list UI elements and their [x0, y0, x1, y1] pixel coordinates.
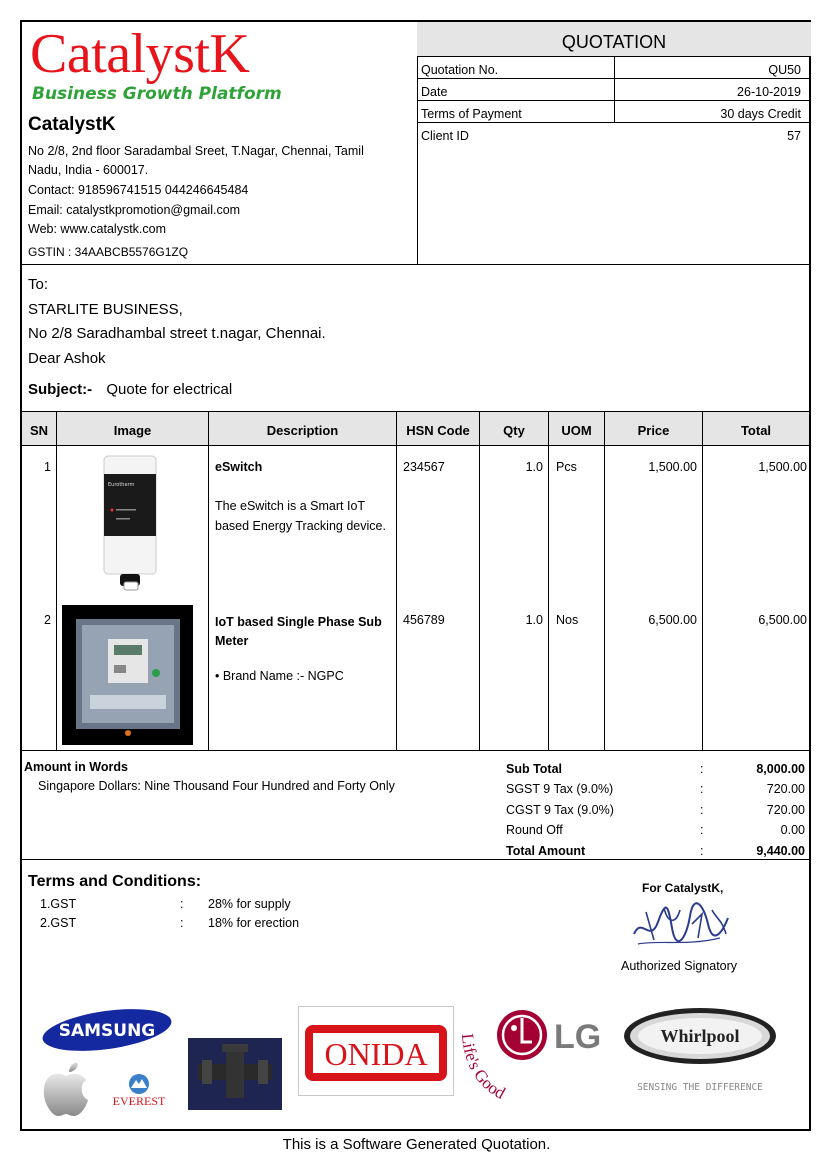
row1-title: eSwitch: [215, 460, 263, 474]
to-label: To:: [28, 276, 49, 293]
colon: :: [700, 823, 704, 837]
svg-text:Life's Good: Life's Good: [457, 1032, 509, 1103]
terms-title: Terms and Conditions:: [28, 873, 202, 890]
colon: :: [700, 803, 704, 817]
everest-logo: [106, 1072, 172, 1108]
colon: :: [180, 916, 184, 930]
sgst-value: 720.00: [766, 782, 805, 796]
quotation-no-value: QU50: [768, 63, 801, 77]
term2-value: 18% for erection: [208, 916, 300, 930]
colon: :: [700, 844, 704, 858]
row2-sn: 2: [44, 613, 51, 627]
company-email: Email: catalystkpromotion@gmail.com: [28, 203, 241, 217]
quotation-no-label: Quotation No.: [421, 63, 499, 77]
footer-note: This is a Software Generated Quotation.: [282, 1136, 551, 1153]
divider: [22, 264, 809, 265]
svg-text:SENSING THE DIFFERENCE: SENSING THE DIFFERENCE: [637, 1082, 763, 1093]
authorized-signatory: Authorized Signatory: [621, 959, 738, 973]
cgst-label: CGST 9 Tax (9.0%): [506, 803, 614, 817]
company-gstin: GSTIN : 34AABCB5576G1ZQ: [28, 245, 189, 259]
amount-words-label: Amount in Words: [24, 760, 128, 774]
svg-text:ONIDA: ONIDA: [324, 1036, 428, 1072]
term1-value: 28% for supply: [208, 897, 291, 911]
payment-terms-value: 30 days Credit: [720, 107, 801, 121]
sub-meter-image: [62, 605, 193, 745]
row1-description: The eSwitch is a Smart IoT based Energy Tracking device.: [215, 499, 386, 533]
client-id-label: Client ID: [421, 129, 469, 143]
payment-terms-label: Terms of Payment: [421, 107, 522, 121]
recipient-address: No 2/8 Saradhambal street t.nagar, Chennai.: [28, 325, 326, 342]
term1-label: 1.GST: [40, 897, 77, 911]
greeting: Dear Ashok: [28, 350, 106, 367]
quotation-sheet: [20, 20, 811, 1131]
round-off-label: Round Off: [506, 823, 563, 837]
colon: :: [180, 897, 184, 911]
colon: :: [700, 782, 704, 796]
col-qty: Qty: [503, 423, 525, 438]
row2-title: IoT based Single Phase Sub Meter: [215, 615, 382, 648]
row2-uom: Nos: [556, 613, 579, 627]
total-amount-label: Total Amount: [506, 844, 586, 858]
company-address-line2: Nadu, India - 600017.: [28, 163, 149, 177]
sgst-label: SGST 9 Tax (9.0%): [506, 782, 614, 796]
col-sn: SN: [29, 423, 49, 438]
onida-logo: [298, 1006, 454, 1096]
row1-hsn: 234567: [403, 460, 445, 474]
lg-logo: [494, 1008, 614, 1062]
svg-text:LG: LG: [554, 1018, 602, 1056]
company-logo: CatalystK: [30, 23, 250, 85]
samsung-logo: [40, 1008, 174, 1052]
quotation-info: [417, 22, 811, 264]
company-contact: Contact: 918596741515 044246645484: [28, 183, 249, 197]
total-amount-value: 9,440.00: [756, 844, 805, 858]
device-brand-label: Eurotherm: [108, 482, 135, 488]
company-tagline: Business Growth Platform: [32, 84, 282, 104]
svg-text:Whirlpool: Whirlpool: [660, 1026, 740, 1046]
company-name: CatalystK: [28, 114, 116, 135]
row1-total: 1,500.00: [758, 460, 807, 474]
subject-text: Quote for electrical: [106, 381, 233, 398]
row1-uom: Pcs: [556, 460, 577, 474]
recipient-name: STARLITE BUSINESS,: [28, 301, 183, 318]
amount-words-text: Singapore Dollars: Nine Thousand Four Hundred and Forty Only: [38, 779, 395, 793]
col-hsn: HSN Code: [406, 423, 470, 438]
eswitch-image: [98, 454, 162, 592]
col-total: Total: [740, 423, 772, 438]
colon: :: [700, 762, 704, 776]
row2-description: • Brand Name :- NGPC: [215, 669, 344, 683]
col-image: Image: [113, 423, 152, 438]
apple-logo: [38, 1054, 94, 1120]
row2-price: 6,500.00: [648, 613, 697, 627]
term2-label: 2.GST: [40, 916, 77, 930]
row1-price: 1,500.00: [648, 460, 697, 474]
subject-label: Subject:-: [28, 381, 93, 398]
svg-text:SAMSUNG: SAMSUNG: [58, 1021, 156, 1041]
row2-hsn: 456789: [403, 613, 445, 627]
col-price: Price: [637, 423, 670, 438]
date-label: Date: [421, 85, 448, 99]
company-address-line1: No 2/8, 2nd floor Saradambal Sreet, T.Nagar, Chennai, Tamil: [28, 144, 364, 158]
subtotal-value: 8,000.00: [756, 762, 805, 776]
cgst-value: 720.00: [766, 803, 805, 817]
for-company-label: For CatalystK,: [642, 881, 724, 895]
subject-line: [28, 381, 232, 398]
pipe-fittings-logo: [188, 1038, 282, 1110]
round-off-value: 0.00: [780, 823, 805, 837]
row2-total: 6,500.00: [758, 613, 807, 627]
row2-qty: 1.0: [525, 613, 543, 627]
client-id-value: 57: [787, 129, 801, 143]
whirlpool-logo: [620, 1006, 780, 1096]
row1-sn: 1: [44, 460, 51, 474]
row1-qty: 1.0: [525, 460, 543, 474]
quotation-title: QUOTATION: [417, 22, 811, 57]
items-table-header: [22, 412, 809, 445]
svg-text:EVEREST: EVEREST: [112, 1094, 166, 1108]
company-web: Web: www.catalystk.com: [28, 222, 167, 236]
col-uom: UOM: [561, 423, 592, 438]
col-description: Description: [266, 423, 339, 438]
subtotal-label: Sub Total: [506, 762, 563, 776]
date-value: 26-10-2019: [737, 85, 801, 99]
signature-image: [628, 894, 732, 952]
